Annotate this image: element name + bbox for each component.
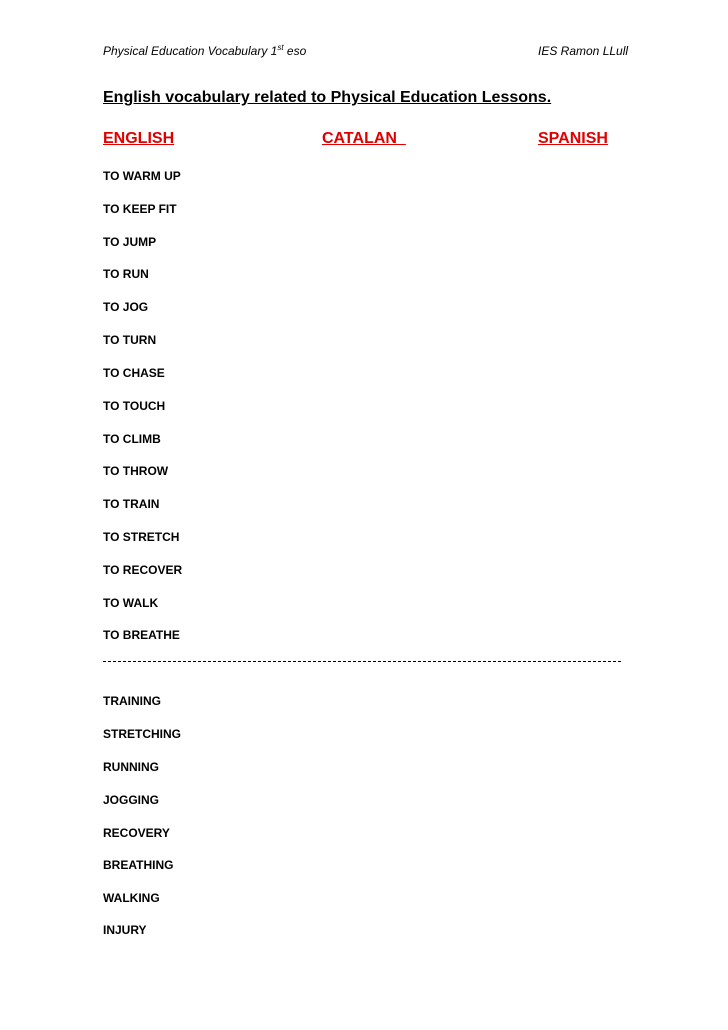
header-course-text: Physical Education Vocabulary 1 (103, 44, 278, 58)
page-header-school: IES Ramon LLull (538, 44, 629, 58)
vocab-verb-item: TO WALK (103, 596, 159, 610)
vocab-noun-item: WALKING (103, 891, 160, 905)
document-title: English vocabulary related to Physical Education Lessons. (103, 89, 552, 106)
vocab-verb-item: TO JOG (103, 300, 149, 314)
vocab-verb-item: TO TURN (103, 333, 157, 347)
vocab-verb-item: TO THROW (103, 464, 169, 478)
header-ordinal-suffix: st (277, 43, 284, 52)
vocab-verb-item: TO KEEP FIT (103, 202, 177, 216)
vocab-verb-item: TO RUN (103, 267, 149, 281)
vocab-verb-item: TO CHASE (103, 366, 165, 380)
page-header-left (103, 44, 306, 58)
header-course-level: eso (283, 44, 307, 58)
vocab-verb-item: TO TOUCH (103, 399, 166, 413)
vocab-verb-item: TO TRAIN (103, 497, 160, 511)
column-heading-spanish: SPANISH (538, 130, 608, 147)
vocab-verb-item: TO JUMP (103, 235, 157, 249)
vocab-verb-item: TO CLIMB (103, 432, 161, 446)
vocab-noun-item: TRAINING (103, 694, 161, 708)
vocab-verb-item: TO BREATHE (103, 628, 180, 642)
column-heading-english: ENGLISH (103, 130, 175, 147)
vocab-noun-item: BREATHING (103, 858, 174, 872)
vocab-verb-item: TO WARM UP (103, 169, 181, 183)
vocab-noun-item: RECOVERY (103, 826, 170, 840)
vocab-noun-item: STRETCHING (103, 727, 181, 741)
column-heading-catalan: CATALAN (322, 130, 406, 147)
vocab-verb-item: TO RECOVER (103, 563, 183, 577)
section-divider (103, 661, 621, 662)
vocab-verb-item: TO STRETCH (103, 530, 180, 544)
vocab-noun-item: JOGGING (103, 793, 160, 807)
vocab-noun-item: INJURY (103, 923, 147, 937)
vocab-noun-item: RUNNING (103, 760, 159, 774)
